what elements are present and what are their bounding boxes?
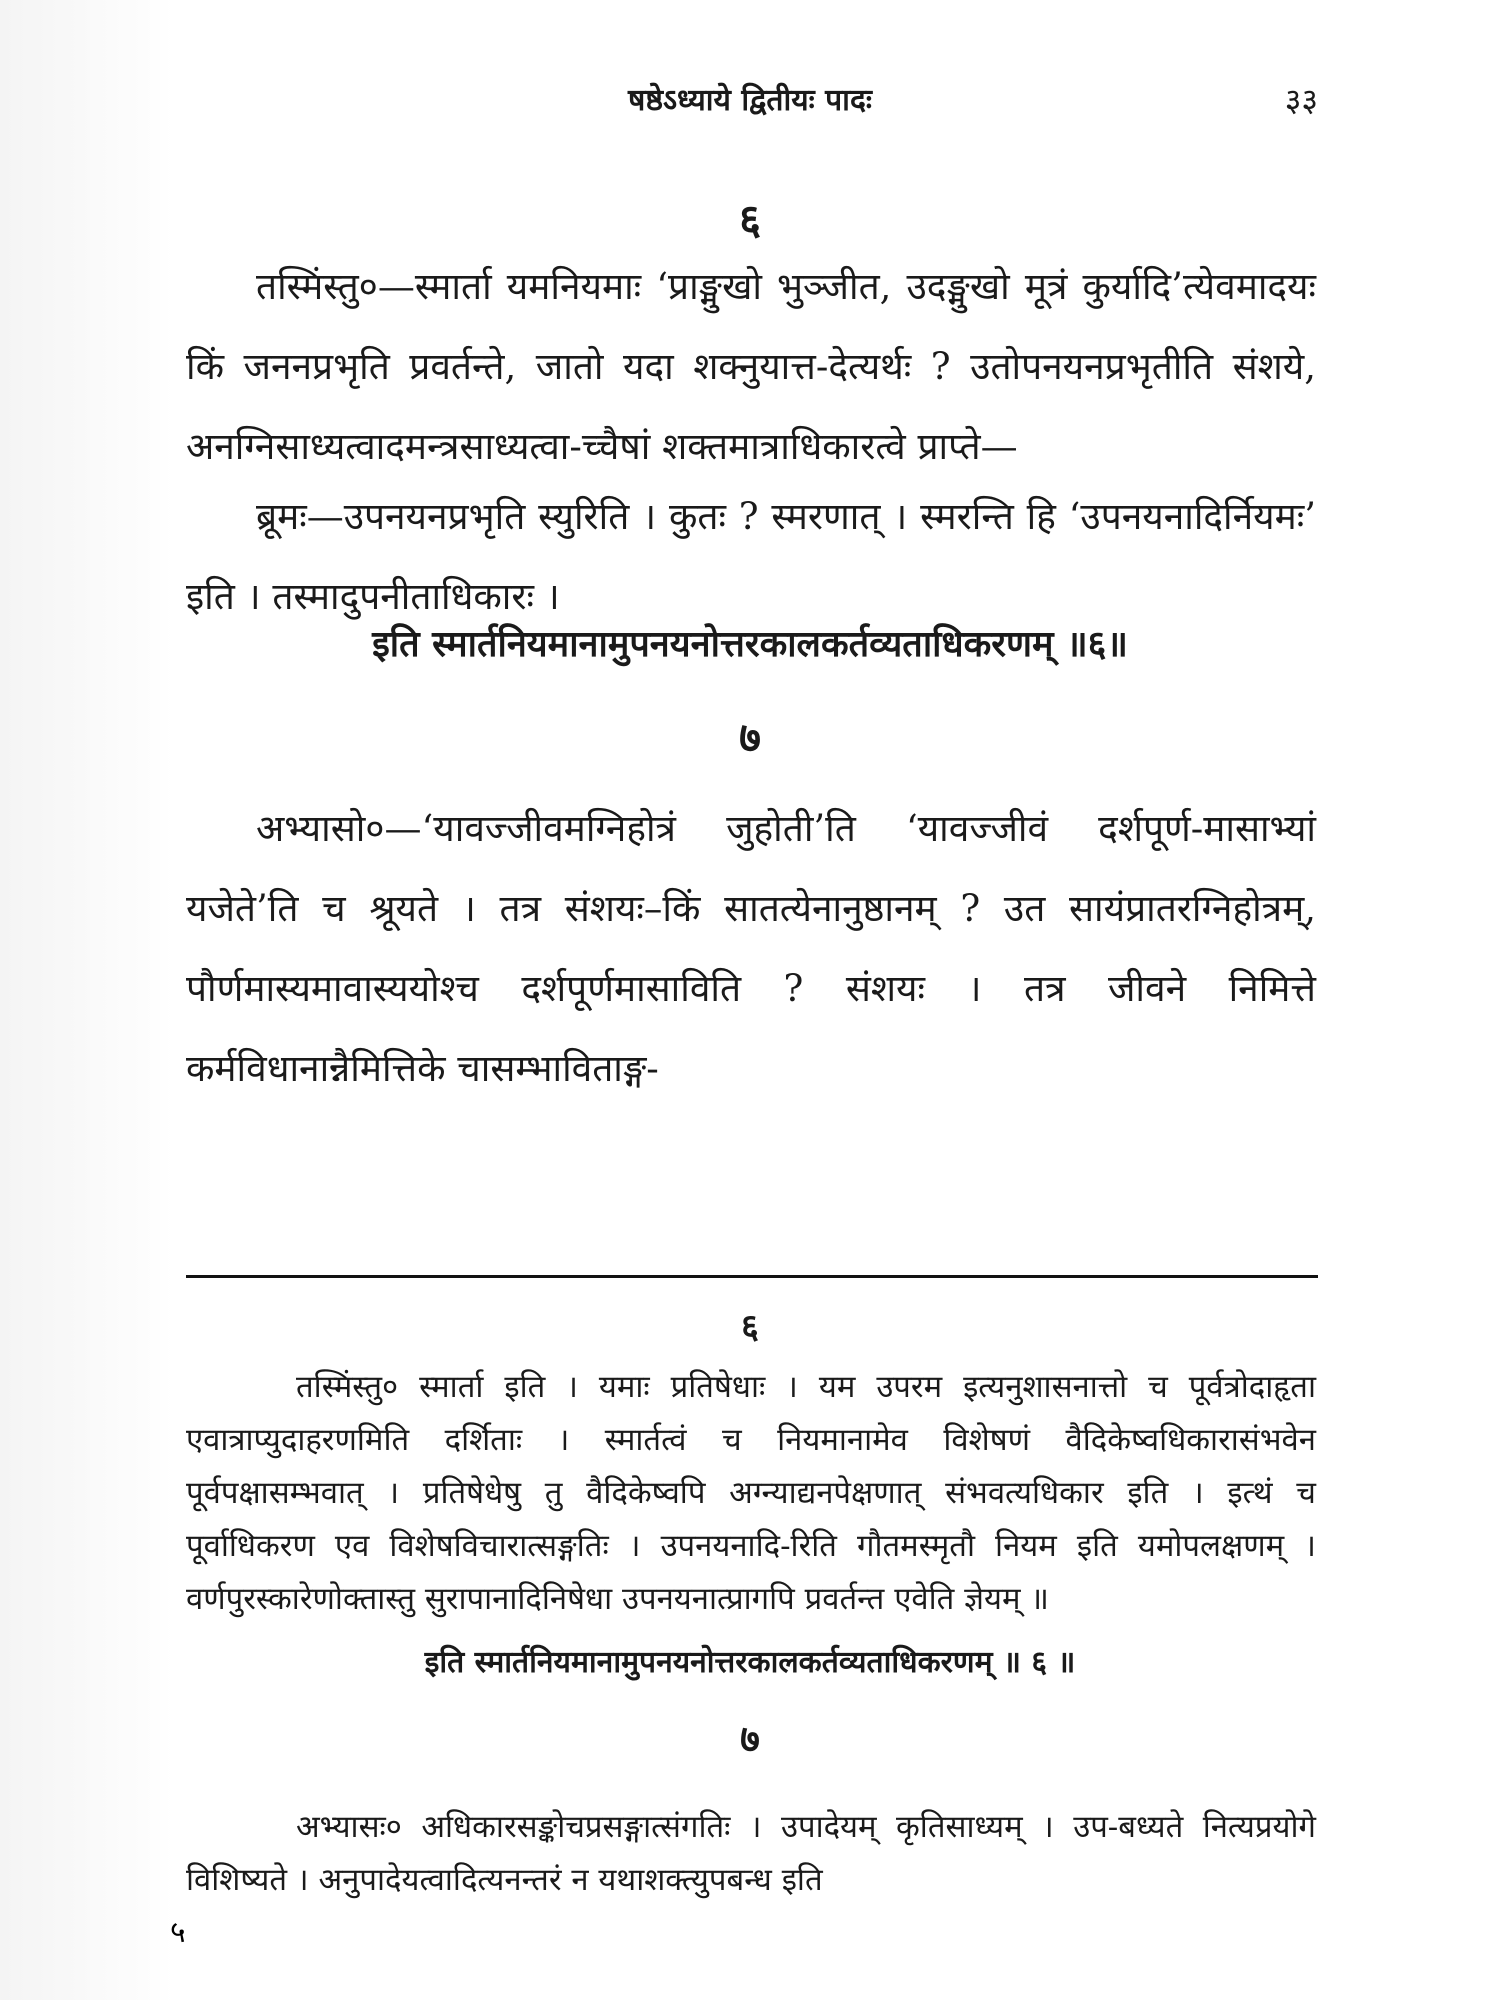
section-number: ६ [741,1307,759,1347]
section-colophon: इति स्मार्तनियमानामुपनयनोत्तरकालकर्तव्यताधिकरणम् ॥ ६ ॥ [424,1645,1076,1680]
section-colophon: इति स्मार्तनियमानामुपनयनोत्तरकालकर्तव्यताधिकरणम् ॥६॥ [372,623,1128,665]
commentary-paragraph: तस्मिंस्तु० स्मार्ता इति । यमाः प्रतिषेधाः । यम उपरम इत्यनुशासनात्तो च पूर्वत्रोदाहृता एवात्राप्युदाहरणमिति दर्शिताः । स्मार्तत्वं च नियमानामेव विशेषणं वैदिकेष्वधिकारासंभवेन पूर्वपक्षासम्भवात् । प्रतिषेधेषु तु वैदिकेष्वपि अग्न्याद्यनपेक्षणात् संभवत्यधिकार इति । इत्थं च पूर्वाधिकरण एव विशेषविचारात्सङ्गतिः । उपनयनादि-रिति गौतमस्मृतौ नियम इति यमोपलक्षणम् । वर्णपुरस्कारेणोक्तास्तु सुरापानादिनिषेधा उपनयनात्प्रागपि प्रवर्तन्त एवेति ज्ञेयम् ॥ [186,1369,1316,1617]
running-header [170,78,1330,128]
section-number: ७ [740,1716,760,1761]
main-paragraph: अभ्यासो०—‘यावज्जीवमग्निहोत्रं जुहोती’ति ‘यावज्जीवं दर्शपूर्ण-मासाभ्यां यजेते’ति च श्रूयते । तत्र संशयः–किं सातत्येनानुष्ठानम् ? उत सायंप्रातरग्निहोत्रम्, पौर्णमास्यमावास्ययोश्च दर्शपूर्णमासाविति ? संशयः । तत्र जीवने निमित्ते कर्मविधानान्नैमित्तिके चासम्भाविताङ्ग- [186,807,1316,1090]
section-number: ६ [739,195,761,244]
commentary-paragraph: अभ्यासः० अधिकारसङ्कोचप्रसङ्गात्संगतिः । उपादेयम् कृतिसाध्यम् । उप-बध्यते नित्यप्रयोगे विशिष्यते । अनुपादेयत्वादित्यनन्तरं न यथाशक्त्युपबन्ध इति [186,1809,1316,1898]
signature-mark: ५ [170,1916,186,1949]
running-title: षष्ठेऽध्याये द्वितीयः पादः [628,83,872,118]
page-number: ३३ [1284,81,1318,119]
book-page [170,40,1330,1980]
main-paragraph: ब्रूमः—उपनयनप्रभृति स्युरिति । कुतः ? स्मरणात् । स्मरन्ति हि ‘उपनयनादिर्नियमः’ इति । तस्मादुपनीताधिकारः । [186,495,1316,618]
page-edge-shadow [0,0,175,2000]
main-paragraph: तस्मिंस्तु०—स्मार्ता यमनियमाः ‘प्राङ्मुखो भुञ्जीत, उदङ्मुखो मूत्रं कुर्यादि’त्येवमादयः किं जननप्रभृति प्रवर्तन्ते, जातो यदा शक्नुयात्त-देत्यर्थः ? उतोपनयनप्रभृतीति संशये, अनग्निसाध्यत्वादमन्त्रसाध्यत्वा-च्चैषां शक्तमात्राधिकारत्वे प्राप्ते— [186,265,1316,468]
footnote-rule [186,1275,1318,1278]
section-number: ७ [739,713,761,762]
